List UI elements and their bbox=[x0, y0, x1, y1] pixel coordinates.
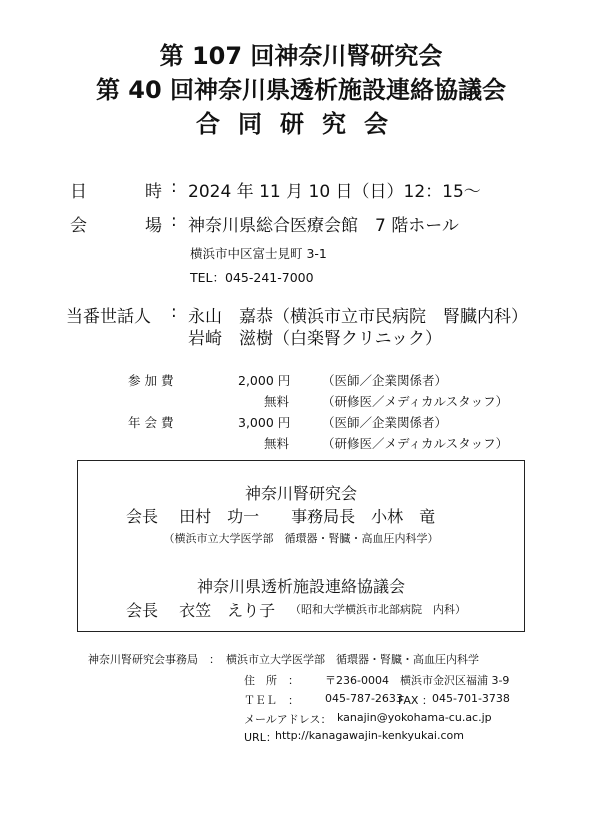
date-label-1: 日 bbox=[70, 182, 87, 202]
participation-fee-amount: 2,000 円 bbox=[238, 373, 291, 388]
participation-fee-note: （医師／企業関係者） bbox=[322, 373, 448, 388]
title-line-1: 第 107 回神奈川腎研究会 bbox=[159, 42, 443, 70]
date-value: 2024 年 11 月 10 日（日）12：15～ bbox=[188, 182, 481, 202]
org1-name: 神奈川腎研究会 bbox=[244, 484, 357, 503]
participation-fee-label: 参 加 費 bbox=[128, 373, 174, 388]
venue-value: 神奈川県総合医療会館 7 階ホール bbox=[188, 216, 459, 236]
office-url-label: URL： bbox=[244, 731, 277, 744]
venue-label-1: 会 bbox=[70, 216, 87, 236]
org1-officers: 会長 田村 功一 事務局長 小林 竜 bbox=[126, 507, 436, 526]
organizers-colon: : bbox=[171, 302, 177, 322]
office-tel-label: ＴＥＬ ： bbox=[244, 694, 299, 707]
annual-fee-amount: 3,000 円 bbox=[238, 415, 291, 430]
date-label-2: 時 bbox=[145, 182, 162, 202]
office-address: 〒236-0004 横浜市金沢区福浦 3-9 bbox=[325, 674, 510, 687]
title-line-3: 合同研究会 bbox=[196, 110, 406, 138]
org2-affiliation: （昭和大学横浜市北部病院 内科） bbox=[290, 603, 466, 616]
office-url-link[interactable]: http://kanagawajin-kenkyukai.com bbox=[275, 729, 464, 742]
venue-label-2: 場 bbox=[145, 216, 162, 236]
annual-fee-label: 年 会 費 bbox=[128, 415, 174, 430]
office-email-label: メールアドレス： bbox=[244, 713, 332, 726]
office-fax-label: FAX ： bbox=[398, 694, 433, 707]
annual-fee-free: 無料 bbox=[264, 436, 290, 451]
participation-fee-free: 無料 bbox=[264, 394, 290, 409]
participation-fee-free-note: （研修医／メディカルスタッフ） bbox=[322, 394, 509, 409]
office-label: 神奈川腎研究会事務局 ： bbox=[88, 653, 220, 666]
org2-president: 会長 衣笠 えり子 bbox=[126, 601, 276, 620]
office-dept: 横浜市立大学医学部 循環器・腎臓・高血圧内科学 bbox=[226, 653, 479, 666]
office-email[interactable]: kanajin@yokohama-cu.ac.jp bbox=[337, 711, 492, 724]
venue-colon: : bbox=[171, 211, 177, 231]
org2-name: 神奈川県透析施設連絡協議会 bbox=[196, 577, 405, 596]
office-fax: 045-701-3738 bbox=[432, 692, 510, 705]
org1-affiliation: （横浜市立大学医学部 循環器・腎臓・高血圧内科学） bbox=[163, 532, 439, 545]
organizers-label: 当番世話人 bbox=[66, 307, 151, 327]
annual-fee-free-note: （研修医／メディカルスタッフ） bbox=[322, 436, 509, 451]
venue-address: 横浜市中区富士見町 3-1 bbox=[190, 246, 327, 261]
annual-fee-note: （医師／企業関係者） bbox=[322, 415, 448, 430]
date-colon: : bbox=[171, 177, 177, 197]
office-tel: 045-787-2633 bbox=[325, 692, 403, 705]
organizer-2: 岩崎 滋樹（白楽腎クリニック） bbox=[188, 329, 442, 349]
office-address-label: 住 所 ： bbox=[244, 674, 299, 687]
organizer-1: 永山 嘉恭（横浜市立市民病院 腎臓内科） bbox=[188, 307, 528, 327]
venue-tel: TEL：045-241-7000 bbox=[190, 270, 314, 285]
title-line-2: 第 40 回神奈川県透析施設連絡協議会 bbox=[95, 76, 507, 104]
